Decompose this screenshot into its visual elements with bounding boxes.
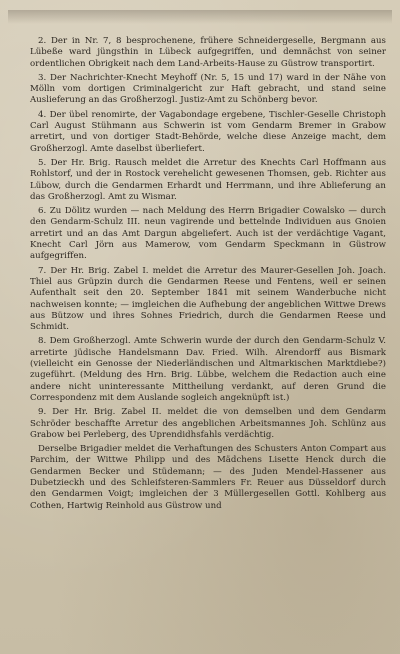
top-shadow-divider: [8, 10, 392, 24]
article-paragraph-5: 5. Der Hr. Brig. Rausch meldet die Arretur des Knechts Carl Hoffmann aus Rohlstorf, und der in Rostock verehelicht gewesenen Thomsen, geb. Richter aus Lübow, durch die Gendarmen Erhardt und Herrmann, und ihre Ablieferung an das Großherzogl. Amt zu Wismar.: [30, 157, 386, 202]
article-paragraph-continued: Derselbe Brigadier meldet die Verhaftungen des Schusters Anton Compart aus Parchim, der Wittwe Philipp und des Mädchens Lisette Henck durch die Gendarmen Becker und Stüdemann; — des Juden Mendel-Hassener aus Dubetzieckh und des Schleifsteren-Sammlers Fr. Reuer aus Düsseldorf durch den Gendarmen Voigt; imgleichen der 3 Müllergesellen Gottl. Kohlberg aus Cothen, Hartwig Reinhold aus Güstrow und: [30, 444, 386, 511]
article-paragraph-4: 4. Der übel renomirte, der Vagabondage ergebene, Tischler-Geselle Christoph Carl August Stühmann aus Schwerin ist vom Gendarm Bremer in Grabow arretirt, und von dortiger Stadt-Behörde, welche diese Anzeige macht, dem Großherzogl. Amte daselbst überliefert.: [30, 109, 386, 154]
article-paragraph-8: 8. Dem Großherzogl. Amte Schwerin wurde der durch den Gendarm-Schulz V. arretirte jüdische Handelsmann Dav. Fried. Wilh. Alrendorff aus Bismark (vielleicht ein Genosse der Niederländischen und Altmarkischen Marktdiebe?) zugeführt. (Meldung des Hrn. Brig. Lübbe, welchem die Redaction auch eine andere nicht uninteressante Mittheilung verdankt, auf deren Grund die Correspondenz mit dem Auslande sogleich angeknüpft ist.): [30, 336, 386, 403]
article-paragraph-7: 7. Der Hr. Brig. Zabel I. meldet die Arretur des Maurer-Gesellen Joh. Joach. Thiel aus Grüpzin durch die Gendarmen Reese und Fentens, weil er seinen Aufenthalt seit den 20. September 1841 mit seinem Wanderbuche nicht nachweisen konnte; — imgleichen die Aufhebung der angeblichen Wittwe Drews aus Bützow und ihres Sohnes Friedrich, durch die Gendarmen Reese und Schmidt.: [30, 265, 386, 333]
article-paragraph-2: 2. Der in Nr. 7, 8 besprochenene, frühere Schneidergeselle, Bergmann aus Lübeße ward jüngsthin in Lübeck aufgegriffen, und demnächst von seiner ordentlichen Obrigkeit nach dem Land-Arbeits-Hause zu Güstrow transportirt.: [30, 36, 386, 69]
article-paragraph-9: 9. Der Hr. Brig. Zabel II. meldet die von demselben und dem Gendarm Schröder beschaffte Arretur des angeblichen Arbeitsmannes Joh. Schlünz aus Grabow bei Perleberg, des Uprendidhsfahls verdächtig.: [30, 407, 386, 440]
article-paragraph-3: 3. Der Nachrichter-Knecht Meyhoff (Nr. 5, 15 und 17) ward in der Nähe von Mölln vom dortigen Criminalgericht zur Haft gebracht, und stand seine Auslieferung an das Großherzogl. Justiz-Amt zu Schönberg bevor.: [30, 72, 386, 106]
article-paragraph-6: 6. Zu Dölitz wurden — nach Meldung des Herrn Brigadier Cowalsko — durch den Gendarm-Schulz III. neun vagirende und bettelnde Individuen aus Gnoien arretirt und an das Amt Dargun abgeliefert. Auch ist der verdächtige Vagant, Knecht Carl Jörn aus Mamerow, vom Gendarm Speckmann in Güstrow aufgegriffen.: [30, 206, 386, 262]
